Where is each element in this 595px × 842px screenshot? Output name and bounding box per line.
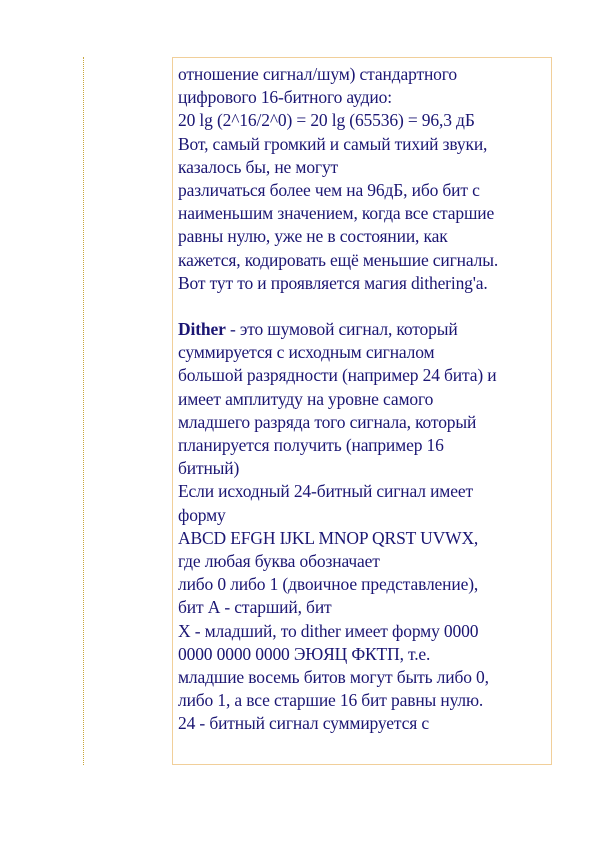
text-line: Вот тут то и проявляется магия dithering'a. xyxy=(178,272,488,293)
text-line: форму xyxy=(178,504,226,525)
dither-term: Dither xyxy=(178,319,226,340)
text-line: Вот, самый громкий и самый тихий звуки, xyxy=(178,133,488,154)
text-line: Х - младший, то dither имеет форму 0000 xyxy=(178,620,479,641)
text-line: бит А - старший, бит xyxy=(178,597,332,618)
text-line: цифрового 16-битного аудио: xyxy=(178,87,392,108)
text-line: либо 1, а все старшие 16 бит равны нулю. xyxy=(178,690,484,711)
text-line: наименьшим значением, когда все старшие xyxy=(178,203,495,224)
text-line: 24 - битный сигнал суммируется с xyxy=(178,713,429,734)
text-line: равны нулю, уже не в состоянии, как xyxy=(178,226,448,247)
text-line: либо 0 либо 1 (двоичное представление), xyxy=(178,574,479,595)
text-line: младшие восемь битов могут быть либо 0, xyxy=(178,666,489,687)
text-line: казалось бы, не могут xyxy=(178,156,339,177)
text-frame xyxy=(172,57,552,765)
text-line: отношение сигнал/шум) стандартного xyxy=(178,64,457,84)
text-line: Если исходный 24-битный сигнал имеет xyxy=(178,481,473,502)
text-line: большой разрядности (например 24 бита) и xyxy=(178,365,497,386)
text-line: кажется, кодировать ещё меньшие сигналы. xyxy=(178,249,499,270)
text-line: ABCD EFGH IJKL MNOP QRST UVWX, xyxy=(178,527,479,548)
text-line-rest: - это шумовой сигнал, который xyxy=(229,319,458,340)
text-line: битный) xyxy=(178,458,240,479)
blank-line xyxy=(178,295,551,318)
text-line: различаться более чем на 96дБ, ибо бит с xyxy=(178,179,480,200)
text-line: суммируется с исходным сигналом xyxy=(178,342,435,363)
text-line: младшего разряда того сигнала, который xyxy=(178,411,477,432)
text-line: планируется получить (например 16 xyxy=(178,435,444,455)
text-line: 0000 0000 0000 ЭЮЯЦ ФКТП, т.е. xyxy=(178,643,431,664)
text-line: где любая буква обозначает xyxy=(178,550,380,571)
text-line: 20 lg (2^16/2^0) = 20 lg (65536) = 96,3 дБ xyxy=(178,110,475,131)
dither-definition-line xyxy=(178,318,551,341)
margin-dotted-rule xyxy=(83,57,84,765)
text-line: имеет амплитуду на уровне самого xyxy=(178,388,434,409)
